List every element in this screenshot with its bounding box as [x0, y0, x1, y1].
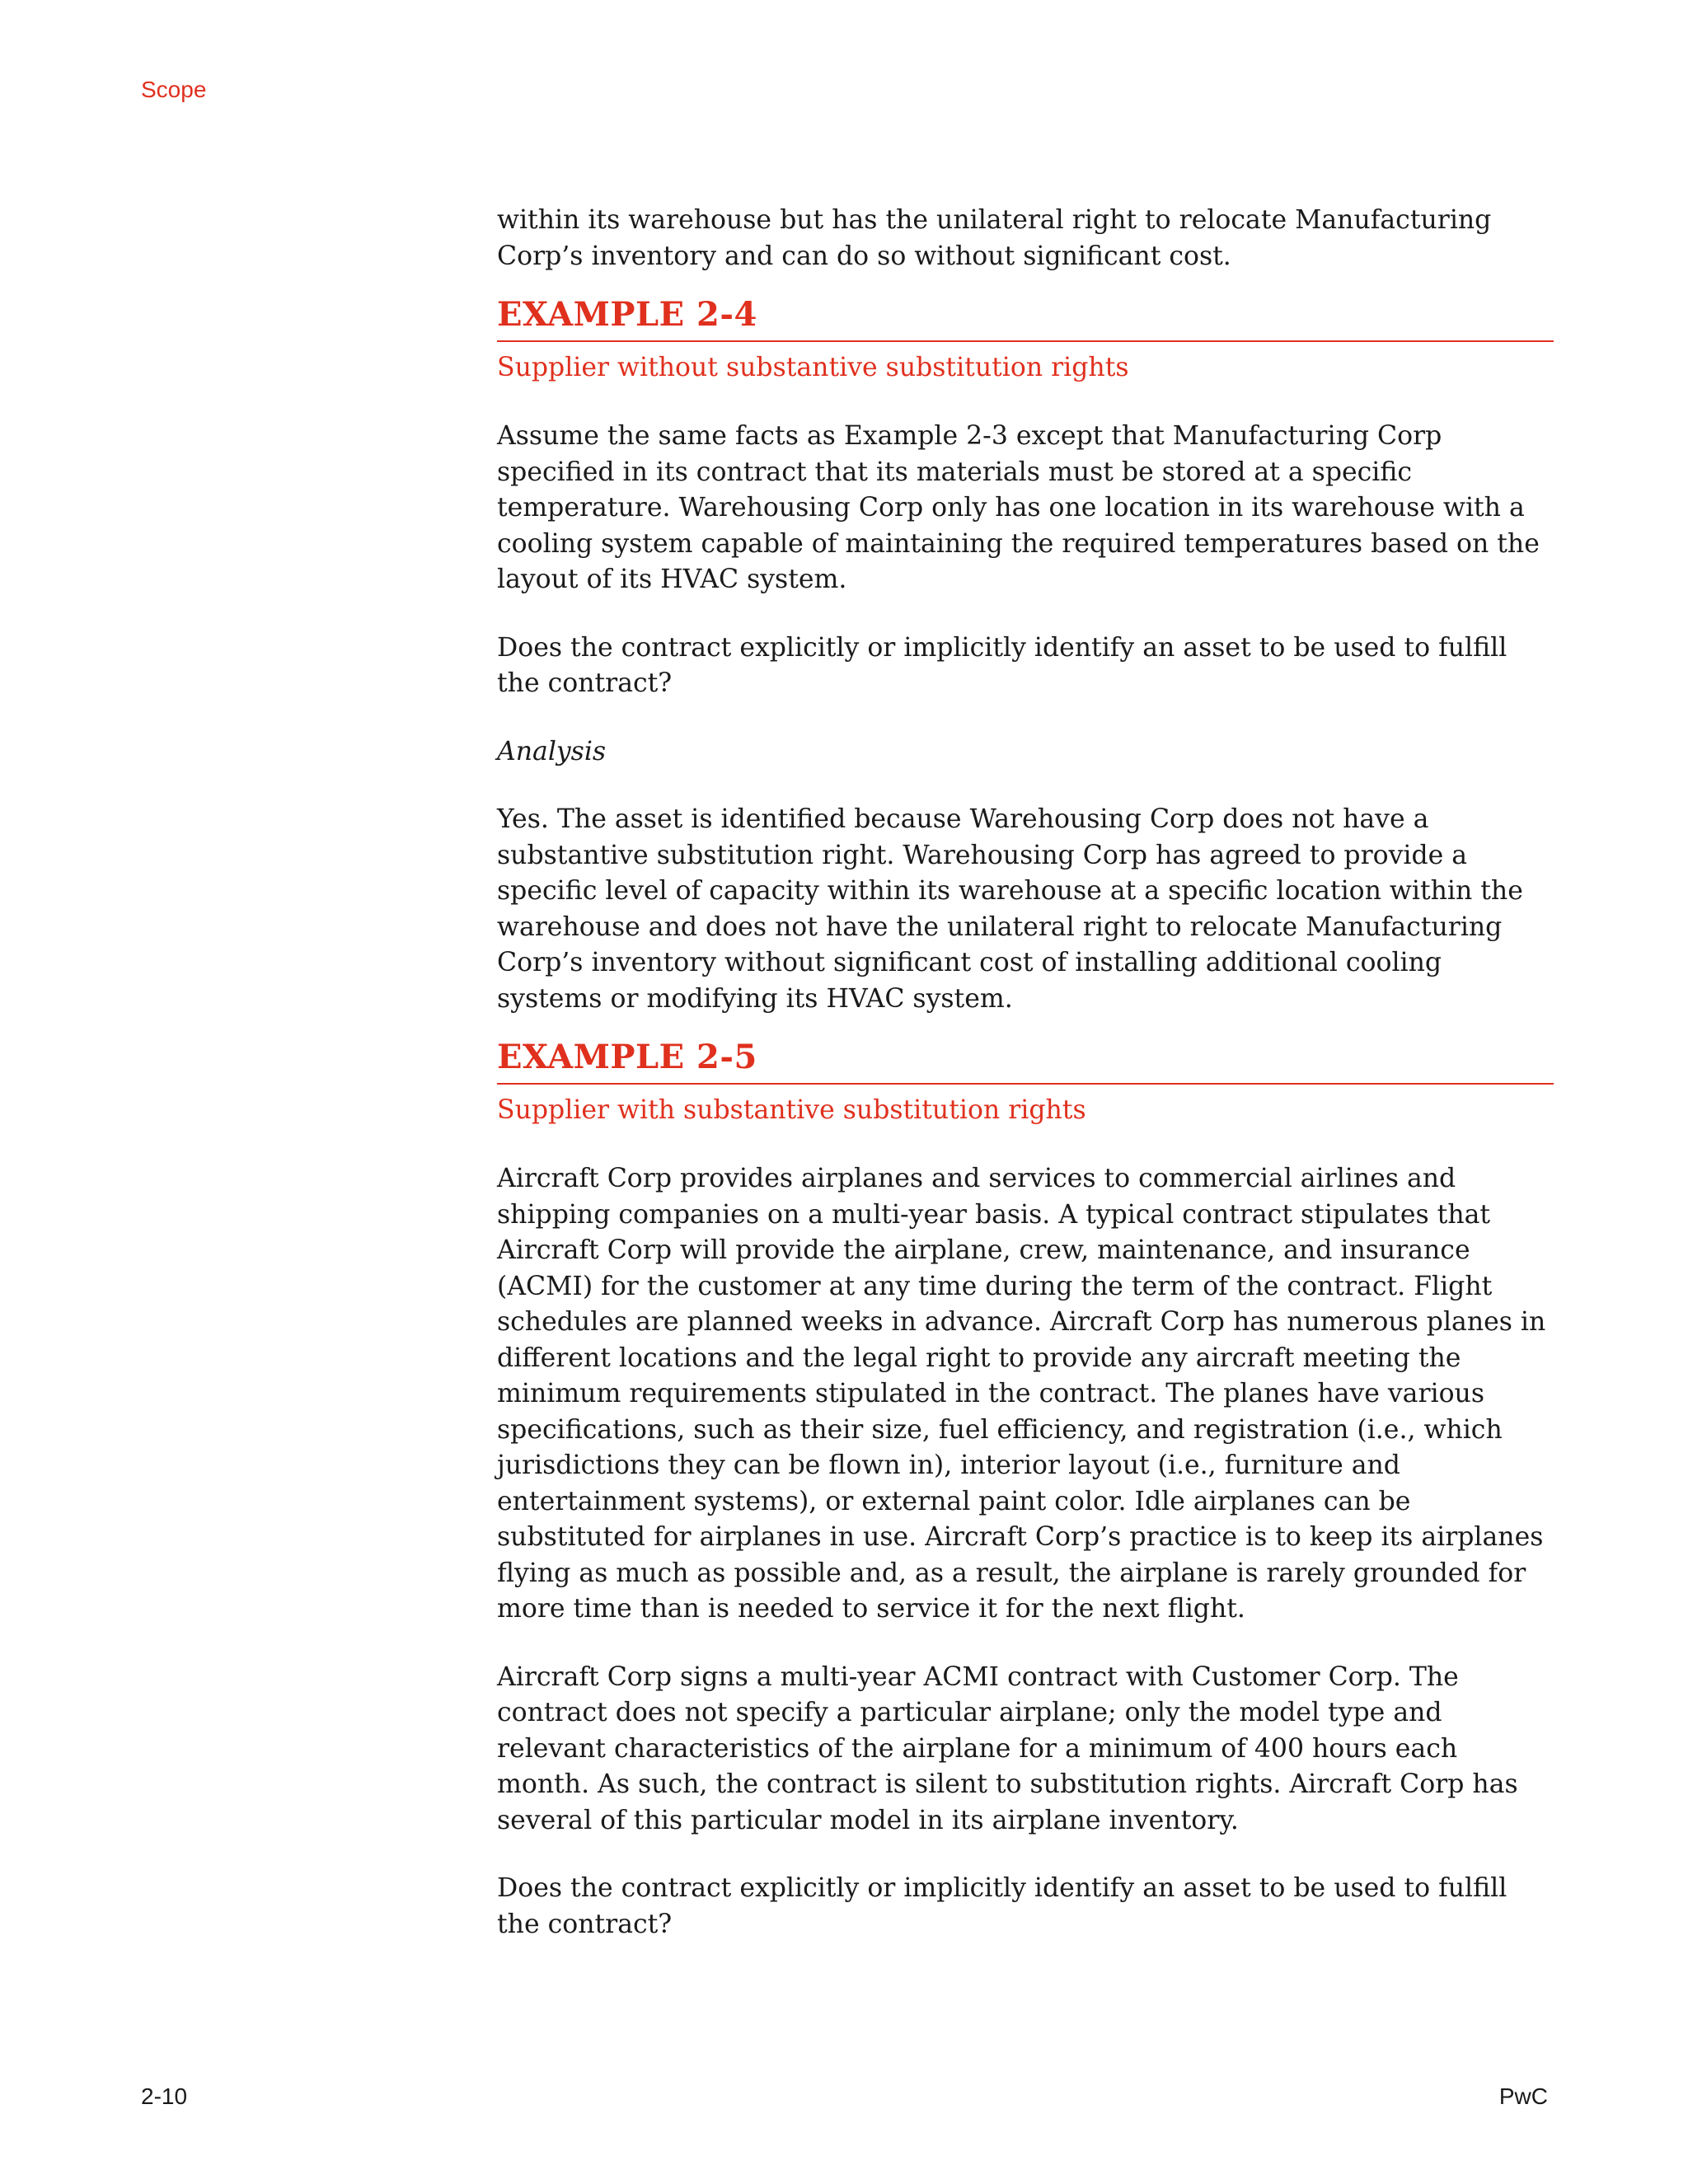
example-2-5-heading-block — [497, 1037, 1554, 1128]
example-2-5-facts-2: Aircraft Corp signs a multi-year ACMI contract with Customer Corp. The contract does not specify a particular airplane; only the model type and relevant characteristics of the airplane for a minimum of 400 hours each month. As such, the contract is silent to substitution rights. Aircraft Corp has several of this particular model in its airplane inventory. — [497, 1661, 1518, 1835]
continuation-paragraph: within its warehouse but has the unilateral right to relocate Manufacturing Corp’s inventory and can do so without significant cost. — [497, 205, 1492, 271]
brand-label: PwC — [1498, 2083, 1548, 2109]
example-2-5-question: Does the contract explicitly or implicitly identify an asset to be used to fulfill the contract? — [497, 1873, 1507, 1939]
page-body — [497, 203, 1554, 1943]
example-2-4-facts: Assume the same facts as Example 2-3 except that Manufacturing Corp specified in its contract that its materials must be stored at a specific temperature. Warehousing Corp only has one location in its warehouse with a cooling system capable of maintaining the required temperatures based on the layout of its HVAC system. — [497, 421, 1540, 594]
example-2-4-question: Does the contract explicitly or implicitly identify an asset to be used to fulfill the contract? — [497, 632, 1507, 698]
example-2-5-title: EXAMPLE 2-5 — [497, 1037, 1554, 1085]
example-2-4-heading-block — [497, 294, 1554, 386]
example-2-5-facts-1: Aircraft Corp provides airplanes and services to commercial airlines and shipping companies on a multi-year basis. A typical contract stipulates that Aircraft Corp will provide the airplane, crew, maintenance, and insurance (ACMI) for the customer at any time during the term of the contract. Flight schedules are planned weeks in advance. Aircraft Corp has numerous planes in different locations and the legal right to provide any aircraft meeting the minimum requirements stipulated in the contract. The planes have various specifications, such as their size, fuel efficiency, and registration (i.e., which jurisdictions they can be flown in), interior layout (i.e., furniture and entertainment systems), or external paint color. Idle airplanes can be substituted for airplanes in use. Aircraft Corp’s practice is to keep its airplanes flying as much as possible and, as a result, the airplane is rarely grounded for more time than is needed to service it for the next flight. — [497, 1164, 1546, 1624]
example-2-5-subtitle: Supplier with substantive substitution rights — [497, 1095, 1086, 1125]
running-header-section: Scope — [141, 77, 207, 102]
example-2-4-subtitle: Supplier without substantive substitution rights — [497, 353, 1129, 382]
page-number: 2-10 — [141, 2083, 188, 2109]
example-2-4-analysis: Yes. The asset is identified because Warehousing Corp does not have a substantive substitution right. Warehousing Corp has agreed to provide a specific level of capacity within its warehouse at a specific location within the warehouse and does not have the unilateral right to relocate Manufacturing Corp’s inventory without significant cost of installing additional cooling systems or modifying its HVAC system. — [497, 804, 1523, 1014]
example-2-4-title: EXAMPLE 2-4 — [497, 294, 1554, 342]
example-2-4-analysis-label: Analysis — [497, 736, 607, 766]
